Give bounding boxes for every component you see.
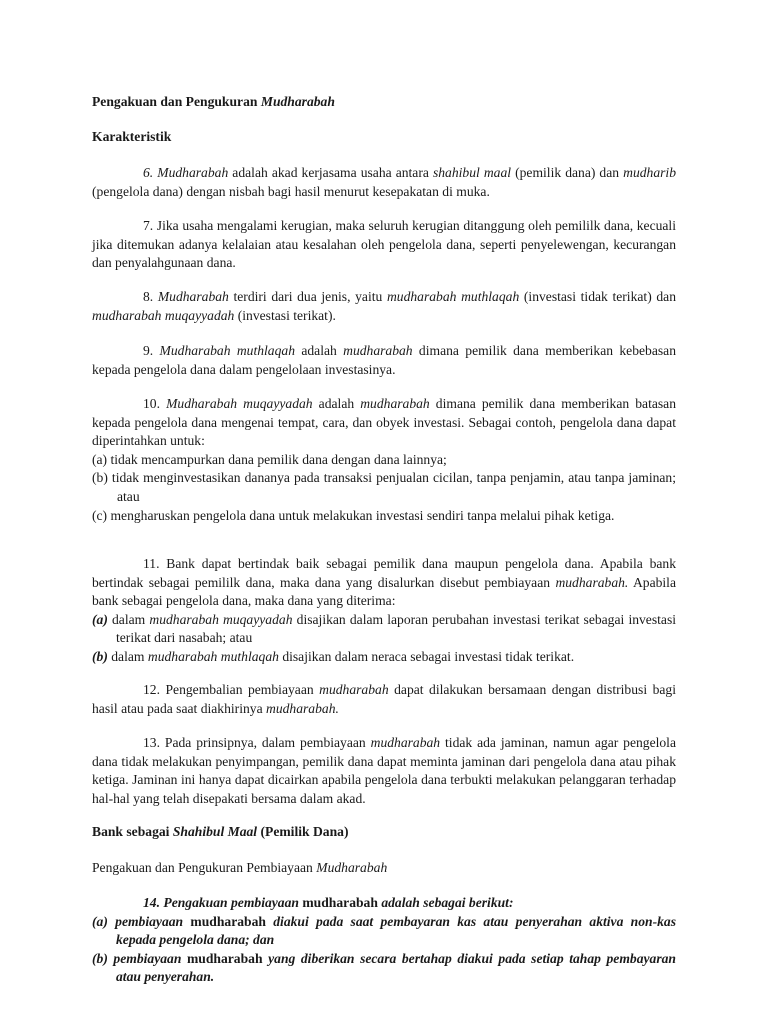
- paragraph-10-item-a: (a) tidak mencampurkan dana pemilik dana dengan dana lainnya;: [92, 451, 447, 467]
- paragraph-14-body: 14. Pengakuan pembiayaan mudharabah adalah sebagai berikut:: [143, 895, 514, 910]
- paragraph-10-body: 10. Mudharabah muqayyadah adalah mudharabah dimana pemilik dana memberikan batasan kepada pengelola dana mengenai tempat, cara, dan obyek investasi. Sebagai contoh, pengelola dana dapat diperintahkan untuk:: [92, 396, 676, 449]
- paragraph-10: [92, 395, 676, 525]
- section-heading-karakteristik: Karakteristik: [92, 129, 172, 144]
- paragraph-7: 7. Jika usaha mengalami kerugian, maka seluruh kerugian ditanggung oleh pemililk dana, kecuali jika ditemukan adanya kelalaian atau kesalahan oleh pengelola dana, seperti penyelewengan, kecurangan dan penyalahgunaan dana.: [92, 218, 676, 271]
- document-title: Pengakuan dan Pengukuran Mudharabah: [92, 94, 335, 109]
- paragraph-8: 8. Mudharabah terdiri dari dua jenis, yaitu mudharabah muthlaqah (investasi tidak terikat) dan mudharabah muqayyadah (investasi terikat).: [92, 289, 676, 323]
- paragraph-14-item-b: (b) pembiayaan mudharabah yang diberikan secara bertahap diakui pada setiap tahap pembayaran atau penyerahan.: [92, 950, 676, 985]
- paragraph-11-body: 11. Bank dapat bertindak baik sebagai pemilik dana maupun pengelola dana. Apabila bank bertindak sebagai pemililk dana, maka dana yang disalurkan disebut pembiayaan mudharabah. Apabila bank sebagai pengelola dana, maka dana yang diterima:: [92, 556, 676, 609]
- paragraph-11-item-a: (a) dalam mudharabah muqayyadah disajikan dalam laporan perubahan investasi terikat sebagai investasi terikat dari nasabah; atau: [92, 611, 677, 646]
- paragraph-10-item-c: (c) mengharuskan pengelola dana untuk melakukan investasi sendiri tanpa melalui pihak ketiga.: [92, 507, 615, 523]
- paragraph-14: [92, 894, 676, 987]
- paragraph-6: 6. Mudharabah adalah akad kerjasama usaha antara shahibul maal (pemilik dana) dan mudharib (pengelola dana) dengan nisbah bagi hasil menurut kesepakatan di muka.: [92, 165, 676, 199]
- paragraph-9: 9. Mudharabah muthlaqah adalah mudharabah dimana pemilik dana memberikan kebebasan kepada pengelola dana dalam pengelolaan investasinya.: [92, 343, 676, 377]
- section-subheading: Pengakuan dan Pengukuran Pembiayaan Mudharabah: [92, 860, 388, 875]
- paragraph-11-item-b: (b) dalam mudharabah muthlaqah disajikan dalam neraca sebagai investasi tidak terikat.: [92, 648, 575, 664]
- paragraph-12: 12. Pengembalian pembiayaan mudharabah dapat dilakukan bersamaan dengan distribusi bagi hasil atau pada saat diakhirinya mudharabah.: [92, 682, 676, 716]
- paragraph-11: [92, 555, 676, 667]
- section-heading-bank: Bank sebagai Shahibul Maal (Pemilik Dana): [92, 824, 349, 839]
- paragraph-10-item-b: (b) tidak menginvestasikan dananya pada transaksi penjualan cicilan, tanpa penjamin, atau tanpa jaminan; atau: [92, 470, 676, 504]
- paragraph-13: 13. Pada prinsipnya, dalam pembiayaan mudharabah tidak ada jaminan, namun agar pengelola dana tidak melakukan penyimpangan, pemilik dana dapat meminta jaminan dari pengelola dana atau pihak ketiga. Jaminan ini hanya dapat dicairkan apabila pengelola dana terbukti melakukan pelanggaran terhadap hal-hal yang telah disepakati bersama dalam akad.: [92, 735, 676, 806]
- paragraph-14-item-a: (a) pembiayaan mudharabah diakui pada saat pembayaran kas atau penyerahan aktiva non-kas kepada pengelola dana; dan: [92, 913, 676, 948]
